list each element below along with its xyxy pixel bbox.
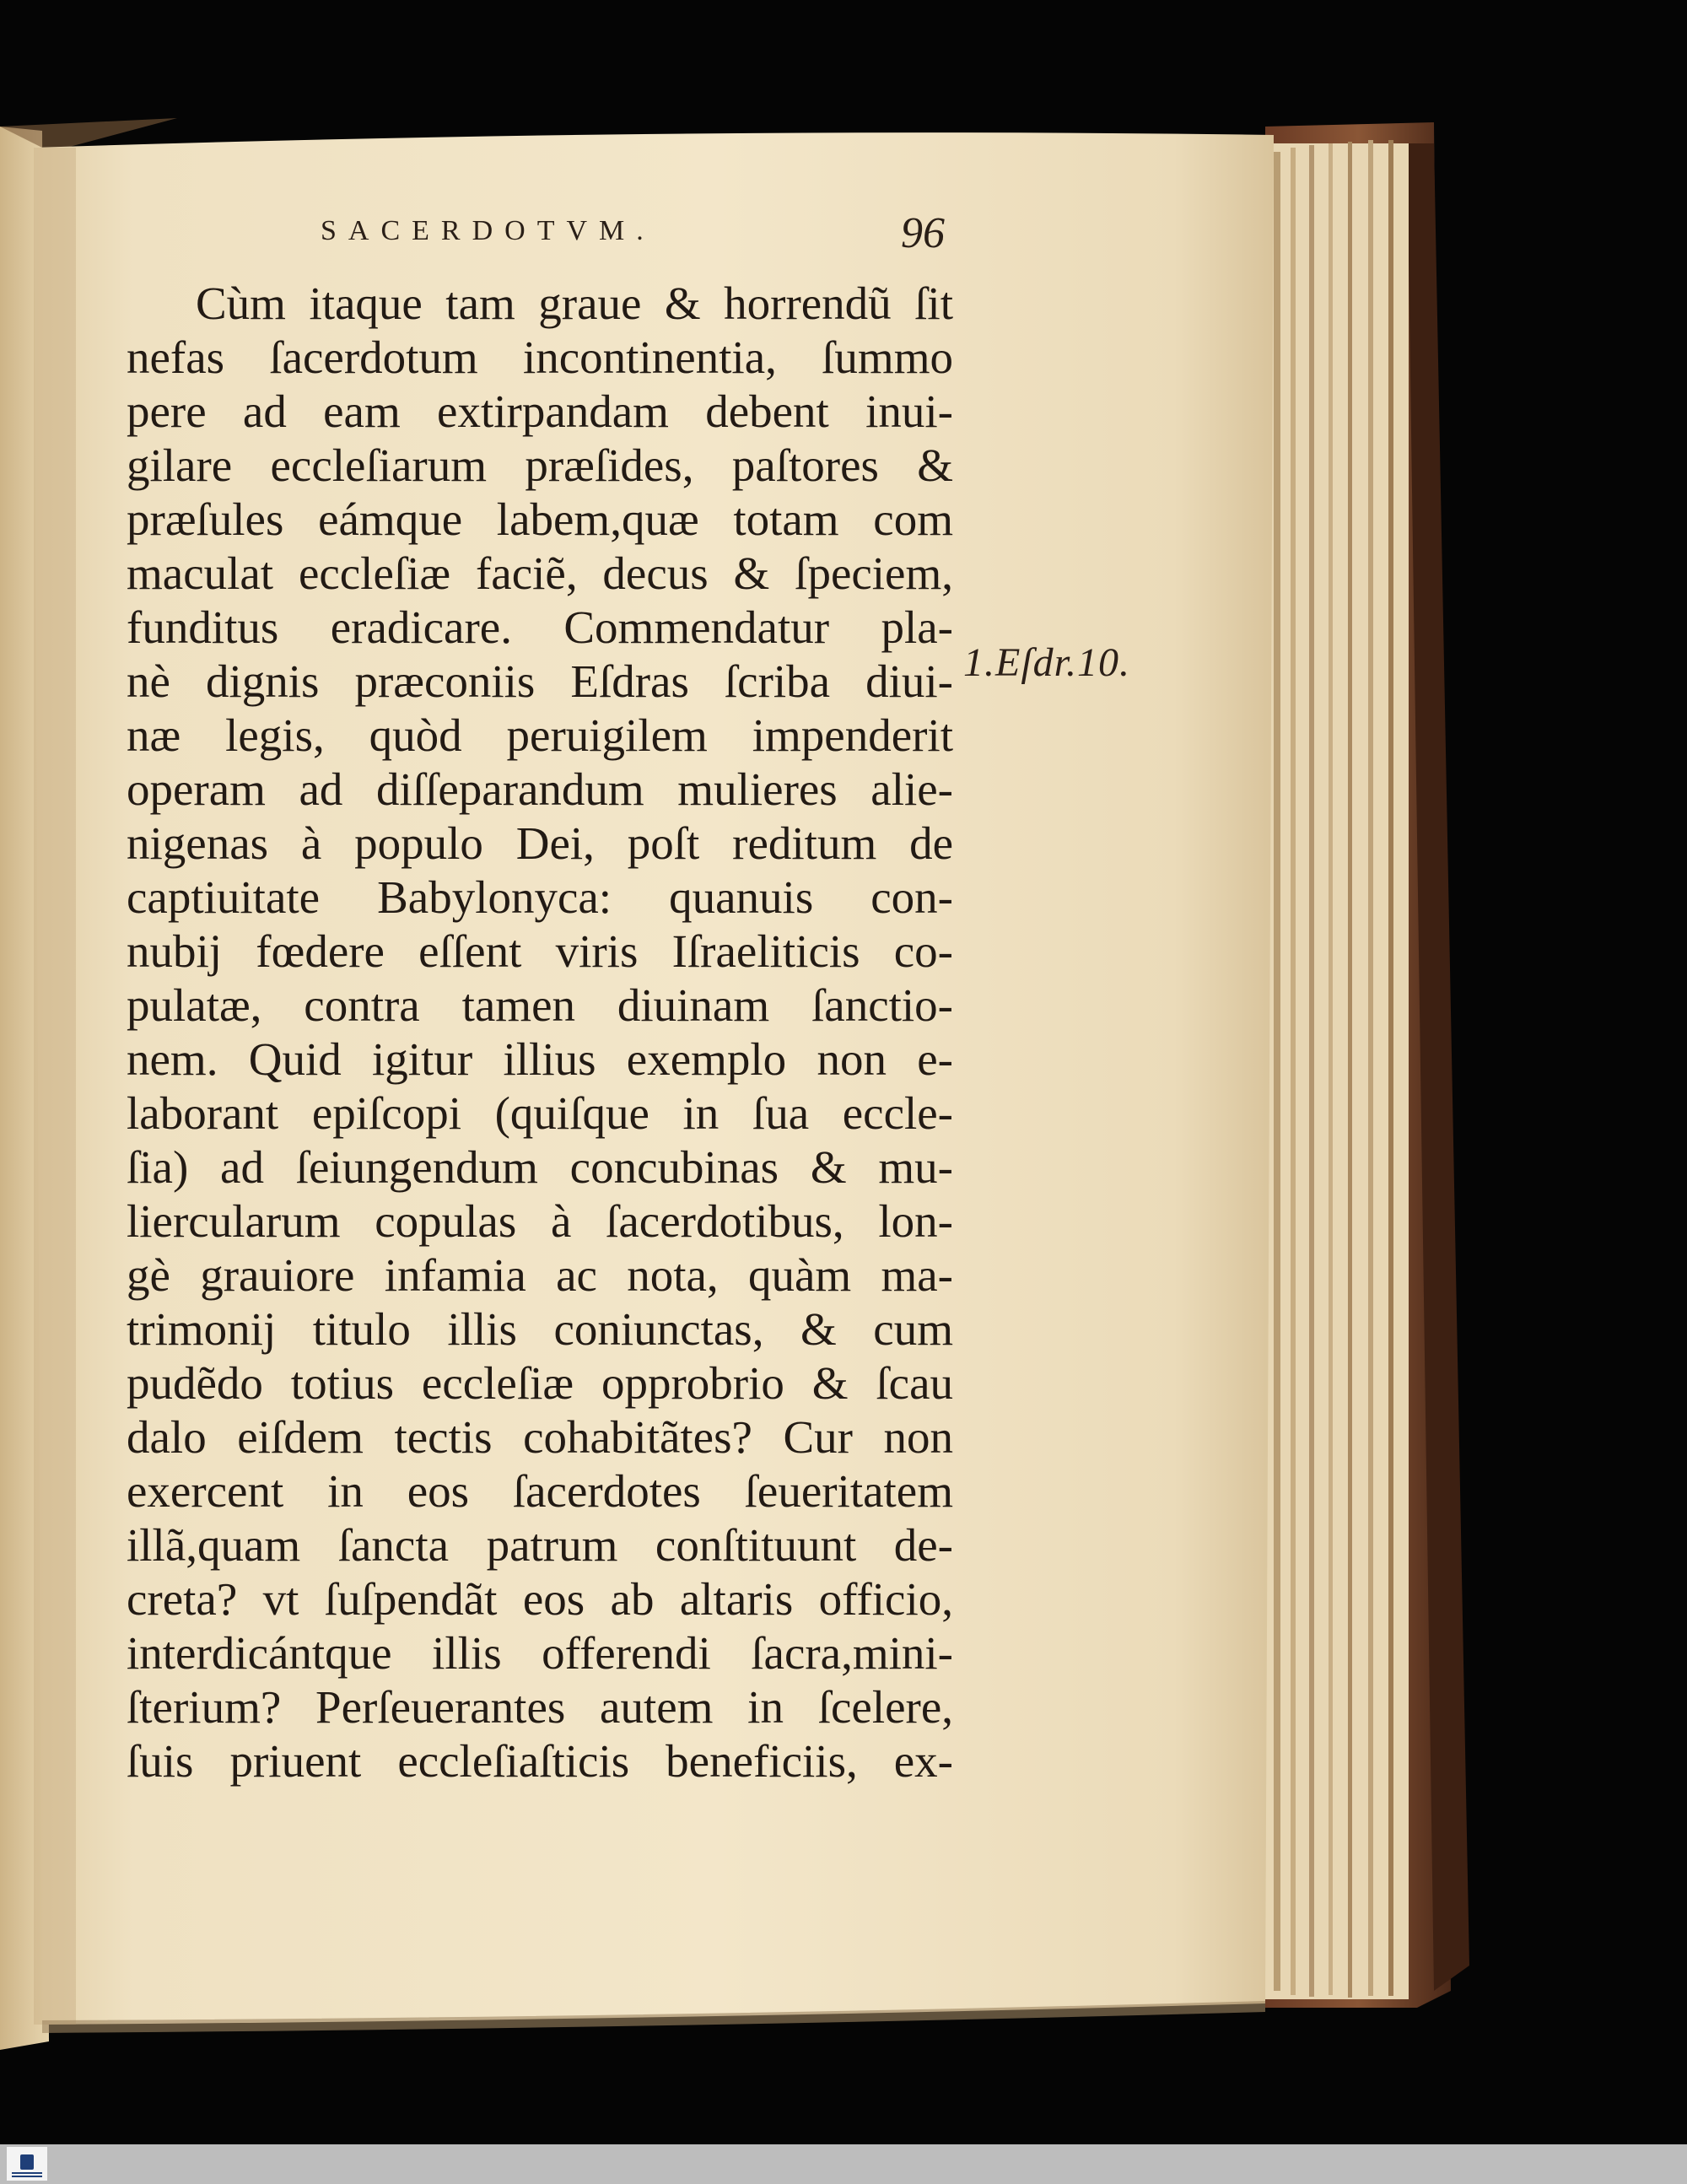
text-line: funditus eradicare. Commendatur pla- bbox=[127, 601, 953, 653]
text-line: liercularum copulas à ſacerdotibus, lon- bbox=[127, 1195, 953, 1247]
page bbox=[34, 132, 1274, 2025]
text-line: dalo eiſdem tectis cohabitãtes? Cur non bbox=[127, 1411, 953, 1463]
text-line: creta? vt ſuſpendãt eos ab altaris officio, bbox=[127, 1573, 953, 1625]
text-line: illã,quam ſancta patrum conſtituunt de- bbox=[127, 1519, 953, 1571]
library-logo-mark bbox=[20, 2154, 34, 2170]
text-line: ſterium? Perſeuerantes autem in ſcelere, bbox=[127, 1681, 953, 1733]
page-edges bbox=[1265, 140, 1409, 1999]
text-line: ſia) ad ſeiungendum concubinas & mu- bbox=[127, 1141, 953, 1193]
text-line: Cùm itaque tam graue & horrendũ ſit bbox=[196, 278, 953, 329]
margin-note: 1.Eſdr.10. bbox=[963, 640, 1131, 685]
page-number: 96 bbox=[901, 209, 945, 257]
text-line: pudẽdo totius eccleſiæ opprobrio & ſcau bbox=[127, 1357, 953, 1409]
text-line: nubij fœdere eſſent viris Iſraeliticis co- bbox=[127, 925, 953, 977]
text-line: pere ad eam extirpandam debent inui- bbox=[127, 386, 953, 437]
text-line: nem. Quid igitur illius exemplo non e- bbox=[127, 1033, 953, 1085]
text-line: operam ad diſſeparandum mulieres alie- bbox=[127, 763, 953, 815]
text-line: næ legis, quòd peruigilem impenderit bbox=[127, 709, 953, 761]
text-line: trimonij titulo illis coniunctas, & cum bbox=[127, 1303, 953, 1355]
text-line: ſuis priuent eccleſiaſticis beneficiis, ex- bbox=[127, 1735, 953, 1787]
text-line: nefas ſacerdotum incontinentia, ſummo bbox=[127, 332, 953, 383]
library-logo bbox=[7, 2147, 47, 2181]
running-head: SACERDOTVM. bbox=[321, 215, 655, 246]
text-line: præſules eámque labem,quæ totam com bbox=[127, 493, 953, 545]
text-line: gè grauiore infamia ac nota, quàm ma- bbox=[127, 1249, 953, 1301]
text-line: pulatæ, contra tamen diuinam ſanctio- bbox=[127, 979, 953, 1031]
text-line: nè dignis præconiis Eſdras ſcriba diui- bbox=[127, 655, 953, 707]
viewer-footer-bar bbox=[0, 2144, 1687, 2184]
text-line: gilare eccleſiarum præſides, paſtores & bbox=[127, 439, 953, 491]
text-line: laborant epiſcopi (quiſque in ſua eccle- bbox=[127, 1087, 953, 1139]
text-line: nigenas à populo Dei, poſt reditum de bbox=[127, 817, 953, 869]
library-logo-lines bbox=[12, 2172, 42, 2174]
text-line: exercent in eos ſacerdotes ſeueritatem bbox=[127, 1465, 953, 1517]
text-line: maculat eccleſiæ faciẽ, decus & ſpeciem, bbox=[127, 547, 953, 599]
text-line: interdicántque illis offerendi ſacra,mini- bbox=[127, 1627, 953, 1679]
text-line: captiuitate Babylonyca: quanuis con- bbox=[127, 871, 953, 923]
